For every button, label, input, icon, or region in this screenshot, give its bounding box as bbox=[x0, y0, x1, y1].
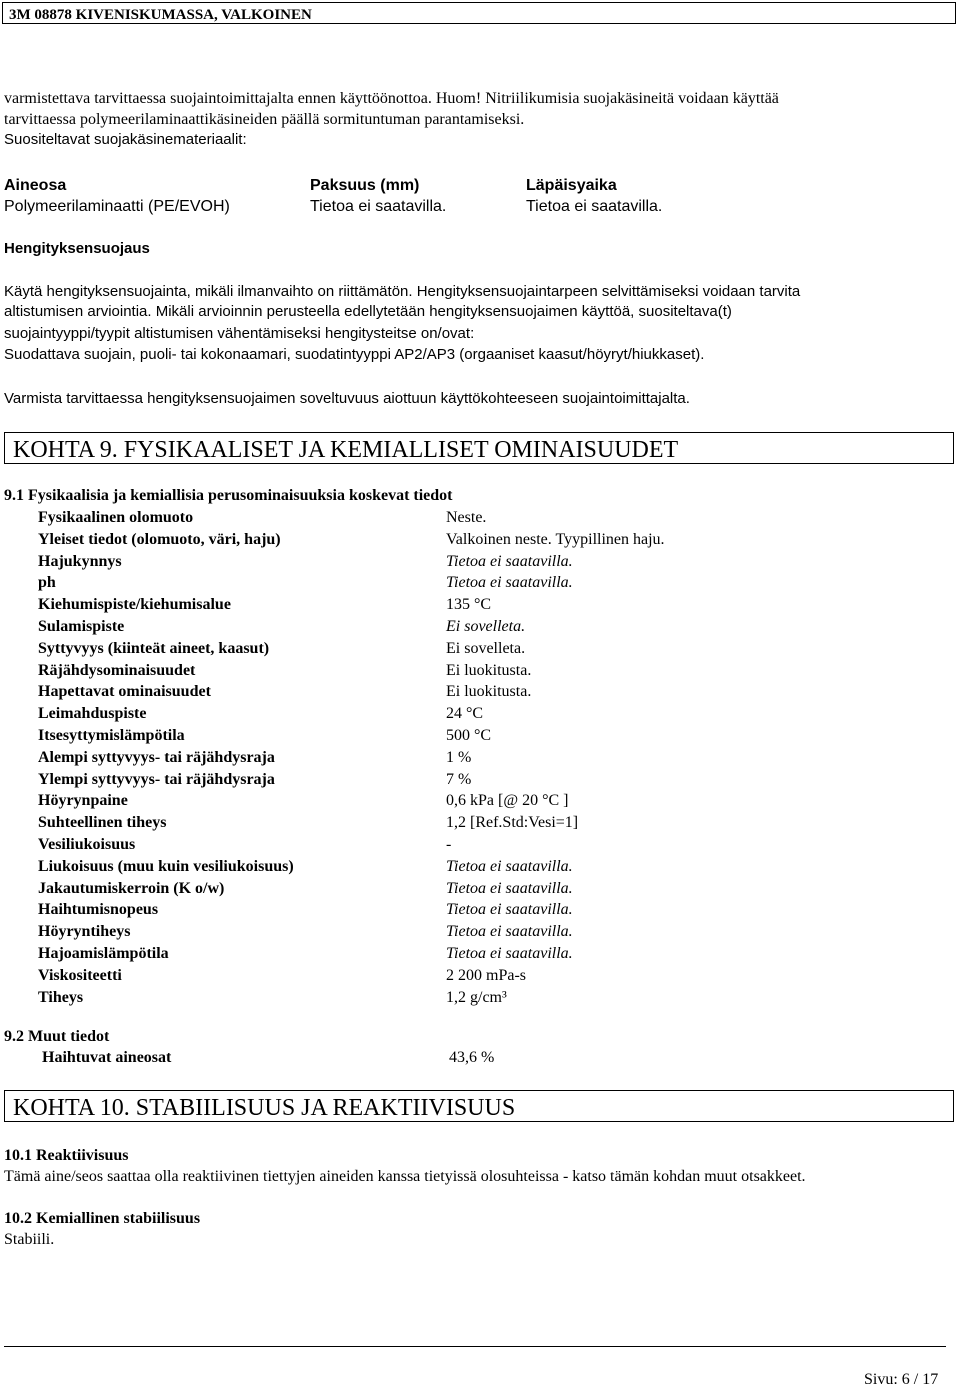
property-label: Itsesyttymislämpötila bbox=[38, 727, 185, 744]
property-value: - bbox=[446, 836, 452, 853]
property-label: ph bbox=[38, 574, 56, 591]
property-value: 135 °C bbox=[446, 596, 492, 613]
property-label: Yleiset tiedot (olomuoto, väri, haju) bbox=[38, 531, 281, 548]
section-10-1-text: Tämä aine/seos saattaa olla reaktiivinen tiettyjen aineiden kanssa tietyissä olosuhteissa - katso tämän kohdan muut otsakkeet. bbox=[4, 1168, 806, 1185]
property-value: 0,6 kPa [@ 20 °C ] bbox=[446, 792, 569, 809]
other-info-value: 43,6 % bbox=[449, 1049, 495, 1066]
table-cell-material: Polymeerilaminaatti (PE/EVOH) bbox=[4, 198, 230, 215]
property-label: Jakautumiskerroin (K o/w) bbox=[38, 880, 225, 897]
respiratory-line-3: suojaintyyppi/tyypit altistumisen vähentämiseksi hengitysteitse on/ovat: bbox=[4, 325, 475, 342]
property-value: 2 200 mPa-s bbox=[446, 967, 526, 984]
property-label: Ylempi syttyvyys- tai räjähdysraja bbox=[38, 771, 275, 788]
table-header-lapaisyaika: Läpäisyaika bbox=[526, 177, 617, 194]
section-10-2-text: Stabiili. bbox=[4, 1231, 55, 1248]
property-label: Viskositeetti bbox=[38, 967, 122, 984]
property-value: Tietoa ei saatavilla. bbox=[446, 945, 573, 962]
property-value: Ei sovelleta. bbox=[446, 618, 526, 635]
section-10-title: KOHTA 10. STABIILISUUS JA REAKTIIVISUUS bbox=[13, 1095, 516, 1121]
property-value: Ei luokitusta. bbox=[446, 662, 532, 679]
table-header-aineosa: Aineosa bbox=[4, 177, 67, 194]
property-label: Hajukynnys bbox=[38, 553, 122, 570]
section-10-2-title: 10.2 Kemiallinen stabiilisuus bbox=[4, 1210, 201, 1227]
document-header bbox=[2, 2, 956, 24]
property-label: Sulamispiste bbox=[38, 618, 125, 635]
property-value: 1 % bbox=[446, 749, 472, 766]
table-cell-breakthrough: Tietoa ei saatavilla. bbox=[526, 198, 663, 215]
property-value: Tietoa ei saatavilla. bbox=[446, 901, 573, 918]
property-label: Liukoisuus (muu kuin vesiliukoisuus) bbox=[38, 858, 294, 875]
property-label: Hajoamislämpötila bbox=[38, 945, 169, 962]
property-label: Höyrynpaine bbox=[38, 792, 128, 809]
respiratory-note: Varmista tarvittaessa hengityksensuojaimen soveltuvuus aiottuun käyttökohteeseen suojaintoimittajalta. bbox=[4, 390, 690, 407]
property-label: Tiheys bbox=[38, 989, 84, 1006]
property-label: Hapettavat ominaisuudet bbox=[38, 683, 211, 700]
property-value: Tietoa ei saatavilla. bbox=[446, 574, 573, 591]
respiratory-heading: Hengityksensuojaus bbox=[4, 240, 150, 257]
property-value: Neste. bbox=[446, 509, 487, 526]
page-number: Sivu: 6 / 17 bbox=[864, 1371, 939, 1388]
property-value: Ei sovelleta. bbox=[446, 640, 526, 657]
section-10-header bbox=[4, 1090, 954, 1122]
property-label: Kiehumispiste/kiehumisalue bbox=[38, 596, 231, 613]
property-value: 500 °C bbox=[446, 727, 492, 744]
property-value: Ei luokitusta. bbox=[446, 683, 532, 700]
table-header-paksuus: Paksuus (mm) bbox=[310, 177, 420, 194]
property-label: Räjähdysominaisuudet bbox=[38, 662, 196, 679]
section-9-title: KOHTA 9. FYSIKAALISET JA KEMIALLISET OMINAISUUDET bbox=[13, 437, 679, 463]
property-label: Suhteellinen tiheys bbox=[38, 814, 167, 831]
section-9-header bbox=[4, 432, 954, 464]
document-title: 3M 08878 KIVENISKUMASSA, VALKOINEN bbox=[9, 7, 312, 23]
property-value: Tietoa ei saatavilla. bbox=[446, 880, 573, 897]
gloves-text-line-3: Suositeltavat suojakäsinemateriaalit: bbox=[4, 131, 247, 148]
respiratory-line-4: Suodattava suojain, puoli- tai kokonaamari, suodatintyyppi AP2/AP3 (orgaaniset kaasut/höyryt/hiukkaset). bbox=[4, 346, 705, 363]
table-cell-thickness: Tietoa ei saatavilla. bbox=[310, 198, 447, 215]
gloves-text-line-2: tarvittaessa polymeerilaminaattikäsineiden päällä sormituntuman parantamiseksi. bbox=[4, 111, 525, 128]
property-value: Valkoinen neste. Tyypillinen haju. bbox=[446, 531, 665, 548]
property-value: 1,2 [Ref.Std:Vesi=1] bbox=[446, 814, 579, 831]
property-value: Tietoa ei saatavilla. bbox=[446, 923, 573, 940]
section-9-1-title: 9.1 Fysikaalisia ja kemiallisia perusominaisuuksia koskevat tiedot bbox=[4, 487, 453, 504]
property-label: Vesiliukoisuus bbox=[38, 836, 136, 853]
property-label: Höyryntiheys bbox=[38, 923, 131, 940]
section-10-1-title: 10.1 Reaktiivisuus bbox=[4, 1147, 129, 1164]
property-label: Leimahduspiste bbox=[38, 705, 147, 722]
gloves-text-line-1: varmistettava tarvittaessa suojaintoimittajalta ennen käyttöönottoa. Huom! Nitriilikumisia suojakäsineitä voidaan käyttää bbox=[4, 90, 779, 107]
other-info-label: Haihtuvat aineosat bbox=[42, 1049, 172, 1066]
property-value: Tietoa ei saatavilla. bbox=[446, 553, 573, 570]
property-value: 24 °C bbox=[446, 705, 484, 722]
property-label: Syttyvyys (kiinteät aineet, kaasut) bbox=[38, 640, 270, 657]
respiratory-line-1: Käytä hengityksensuojainta, mikäli ilmanvaihto on riittämätön. Hengityksensuojaintarpeen selvittämiseksi voidaan tarvita bbox=[4, 283, 801, 300]
property-label: Alempi syttyvyys- tai räjähdysraja bbox=[38, 749, 275, 766]
property-value: 7 % bbox=[446, 771, 472, 788]
footer-divider bbox=[4, 1346, 946, 1347]
property-label: Fysikaalinen olomuoto bbox=[38, 509, 194, 526]
property-value: Tietoa ei saatavilla. bbox=[446, 858, 573, 875]
property-value: 1,2 g/cm³ bbox=[446, 989, 507, 1006]
respiratory-line-2: altistumisen arviointia. Mikäli arvioinnin perusteella edellytetään hengityksensuojaimen käyttöä, suositeltava(t) bbox=[4, 303, 732, 320]
section-9-2-title: 9.2 Muut tiedot bbox=[4, 1028, 110, 1045]
property-label: Haihtumisnopeus bbox=[38, 901, 159, 918]
